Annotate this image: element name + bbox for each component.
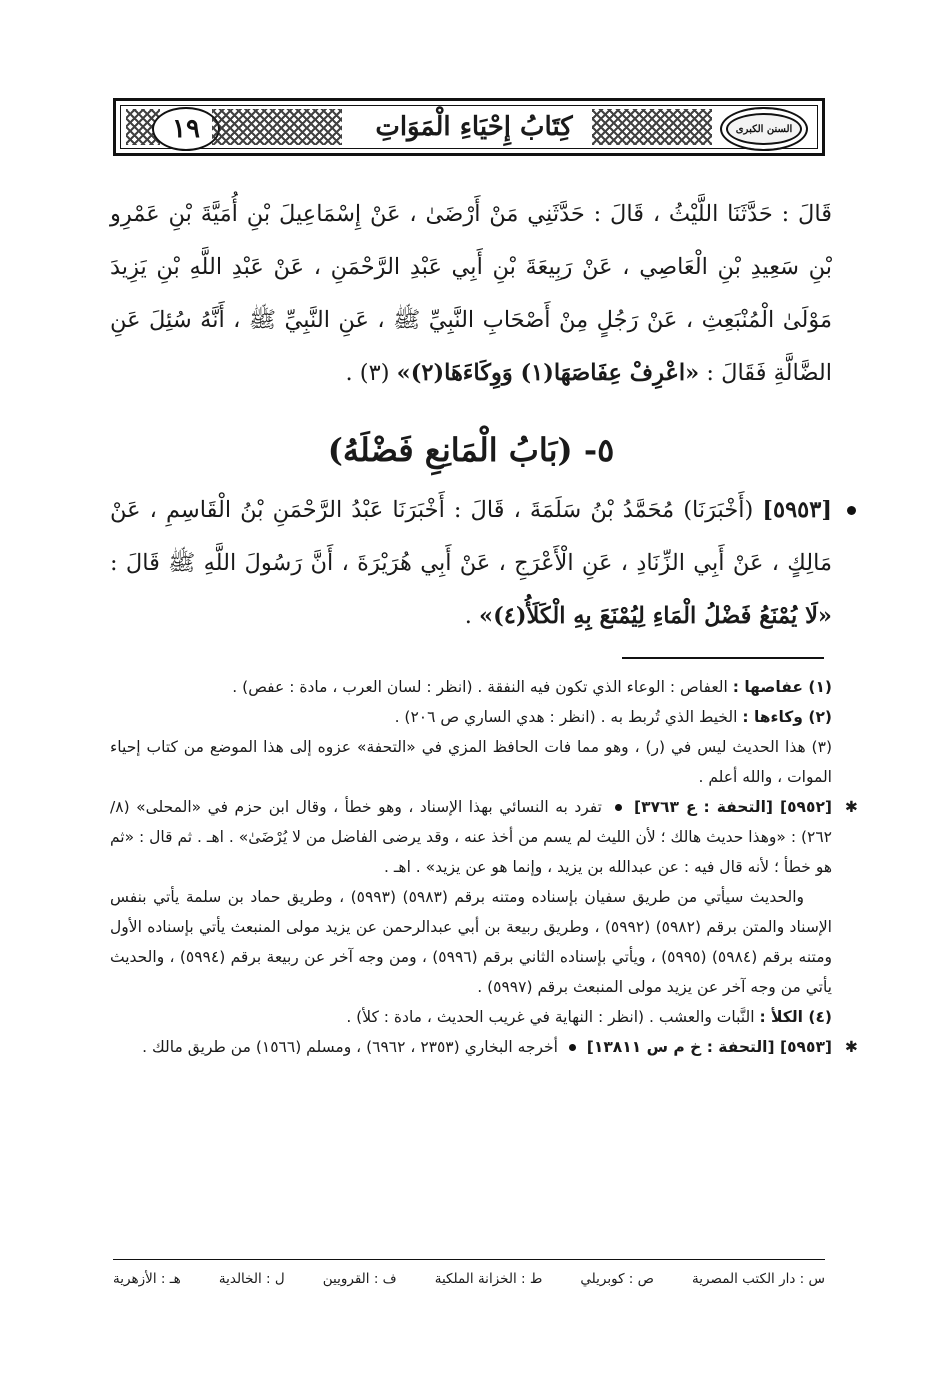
footnote-1-text: العفاص : الوعاء الذي تكون فيه النفقة . (انظر : لسان العرب ، مادة : عفص) . [232, 678, 728, 696]
paragraph-1-end: (٣) . [345, 360, 390, 386]
footnote-3: (٣) هذا الحديث ليس في (ر) ، وهو مما فات الحافظ المزي في «التحفة» عزوه إلى هذا الموضع من كتاب إحياء الموات ، والله أعلم . [110, 738, 832, 786]
asterisk-icon: ✱ [845, 1038, 858, 1056]
legend-separator [113, 1259, 825, 1260]
footnotes [109, 672, 858, 1062]
takhrij-5952-text: تفرد به النسائي بهذا الإسناد ، وهو خطأ ، وقال ابن حزم في «المحلى» (٨/ ٢٦٢) : «وهذا حديث هالك ؛ لأن الليث لم يسم من أخذ عنه ، وقد يرضى الفاضل من لا يُرْضَىٰ» . اهـ . ثم قال : «ثم هو خطأ ؛ لأنه قال فيه : عن عبدالله بن يزيد ، وإنما هو عن يزيد» . اهـ . [109, 798, 832, 876]
ornament-right [592, 109, 712, 145]
paragraph-2-end: . [464, 603, 472, 629]
seal-logo [720, 107, 808, 151]
footnote-4 [110, 1002, 832, 1032]
legend-item: ف : القرويين [322, 1271, 397, 1287]
footnote-separator [622, 657, 824, 659]
takhrij-5953 [110, 1032, 858, 1062]
paragraph-2-text: (أَخْبَرَنَا) مُحَمَّدُ بْنُ سَلَمَةَ ، قَالَ : أَخْبَرَنَا عَبْدُ الرَّحْمَنِ بْنُ الْقَاسِمِ ، عَنْ مَالِكٍ ، عَنْ أَبِي الزِّنَادِ ، عَنِ الْأَعْرَجِ ، عَنْ أَبِي هُرَيْرَةَ ، أَنَّ رَسُولَ اللَّهِ ﷺ قَالَ : [110, 497, 832, 576]
legend-item: ل : الخالدية [218, 1271, 285, 1287]
legend-item: هـ : الأزهرية [113, 1271, 181, 1287]
legend-item: ط : الخزانة الملكية [434, 1271, 543, 1287]
page-number: ١٩ [152, 107, 220, 151]
hadith-number: [٥٩٥٣] [762, 497, 833, 523]
takhrij-5953-text: أخرجه البخاري (٢٣٥٣ ، ٦٩٦٢) ، ومسلم (١٥٦٦) من طريق مالك . [142, 1038, 558, 1056]
takhrij-5953-label: [٥٩٥٣] [التحفة : خ م س ١٣٨١١] [586, 1038, 832, 1056]
seal-text: السنن الكبرى [735, 123, 793, 135]
paragraph-2-quote: «لَا يُمْنَعُ فَضْلُ الْمَاءِ لِيُمْنَعَ بِهِ الْكَلَأُ(٤)» [479, 603, 832, 629]
paragraph-1-quote: «اعْرِفْ عِفَاصَهَا(١) وَوِكَاءَهَا(٢)» [396, 360, 700, 386]
section-heading: ٥- (بَابُ الْمَانِعِ فَضْلَهُ) [327, 431, 615, 469]
manuscript-legend [113, 1266, 825, 1292]
legend-item: ص : كوبريلي [580, 1271, 654, 1287]
page-header [113, 98, 825, 156]
bullet-icon [615, 804, 622, 811]
main-paragraph-1 [110, 188, 832, 400]
footnote-4-text: النَّبات والعشب . (انظر : النهاية في غريب الحديث ، مادة : كلأ) . [346, 1008, 755, 1026]
footnote-2-label: (٢) وكاءها : [742, 708, 832, 726]
paragraph-1-text: قَالَ : حَدَّثَنَا اللَّيْثُ ، قَالَ : حَدَّثَنِي مَنْ أَرْضَىٰ ، عَنْ إِسْمَاعِيلَ بْنِ أُمَيَّةَ بْنِ عَمْرِو بْنِ سَعِيدِ بْنِ الْعَاصِي ، عَنْ رَبِيعَةَ بْنِ أَبِي عَبْدِ الرَّحْمَنِ ، عَنْ عَبْدِ اللَّهِ بْنِ يَزِيدَ مَوْلَىٰ الْمُنْبَعِثِ ، عَنْ رَجُلٍ مِنْ أَصْحَابِ النَّبِيِّ ﷺ ، عَنِ النَّبِيِّ ﷺ ، أَنَّهُ سُئِلَ عَنِ الضَّالَّةِ فَقَالَ : [110, 201, 832, 386]
takhrij-5952 [109, 792, 858, 882]
bullet-icon [569, 1044, 576, 1051]
bullet-icon [847, 506, 856, 515]
main-paragraph-2 [110, 484, 832, 643]
footnote-1-label: (١) عفاصها : [732, 678, 832, 696]
footnote-2 [110, 702, 832, 732]
ornament-left [212, 109, 342, 145]
footnote-2-text: الخيط الذي تُربط به . (انظر : هدي الساري ص ٢٠٦) . [394, 708, 738, 726]
legend-item: س : دار الكتب المصرية [692, 1271, 825, 1287]
book-title: كِتَابُ إِحْيَاءِ الْمَوَاتِ [375, 112, 573, 142]
footnote-1 [110, 672, 832, 702]
footnote-4-label: (٤) الكلأ : [759, 1008, 832, 1026]
takhrij-5952-continued: والحديث سيأتي من طريق سفيان بإسناده ومتنه برقم (٥٩٨٣) (٥٩٩٣) ، وطريق حماد بن سلمة يأتي بنفس الإسناد والمتن برقم (٥٩٨٢) (٥٩٩٢) ، وطريق ربيعة بن أبي عبدالرحمن عن يزيد مولى المنبعث يأتي بإسناده الأول ومتنه برقم (٥٩٨٤) (٥٩٩٥) ، ويأتي بإسناده الثاني برقم (٥٩٩٦) ، ومن وجه آخر عن ربيعة برقم (٥٩٩٤) ، والحديث يأتي من وجه آخر عن يزيد مولى المنبعث برقم (٥٩٩٧) . [110, 888, 832, 996]
asterisk-icon: ✱ [845, 798, 858, 816]
takhrij-5952-label: [٥٩٥٢] [التحفة : ع ٣٧٦٣] [634, 798, 832, 816]
